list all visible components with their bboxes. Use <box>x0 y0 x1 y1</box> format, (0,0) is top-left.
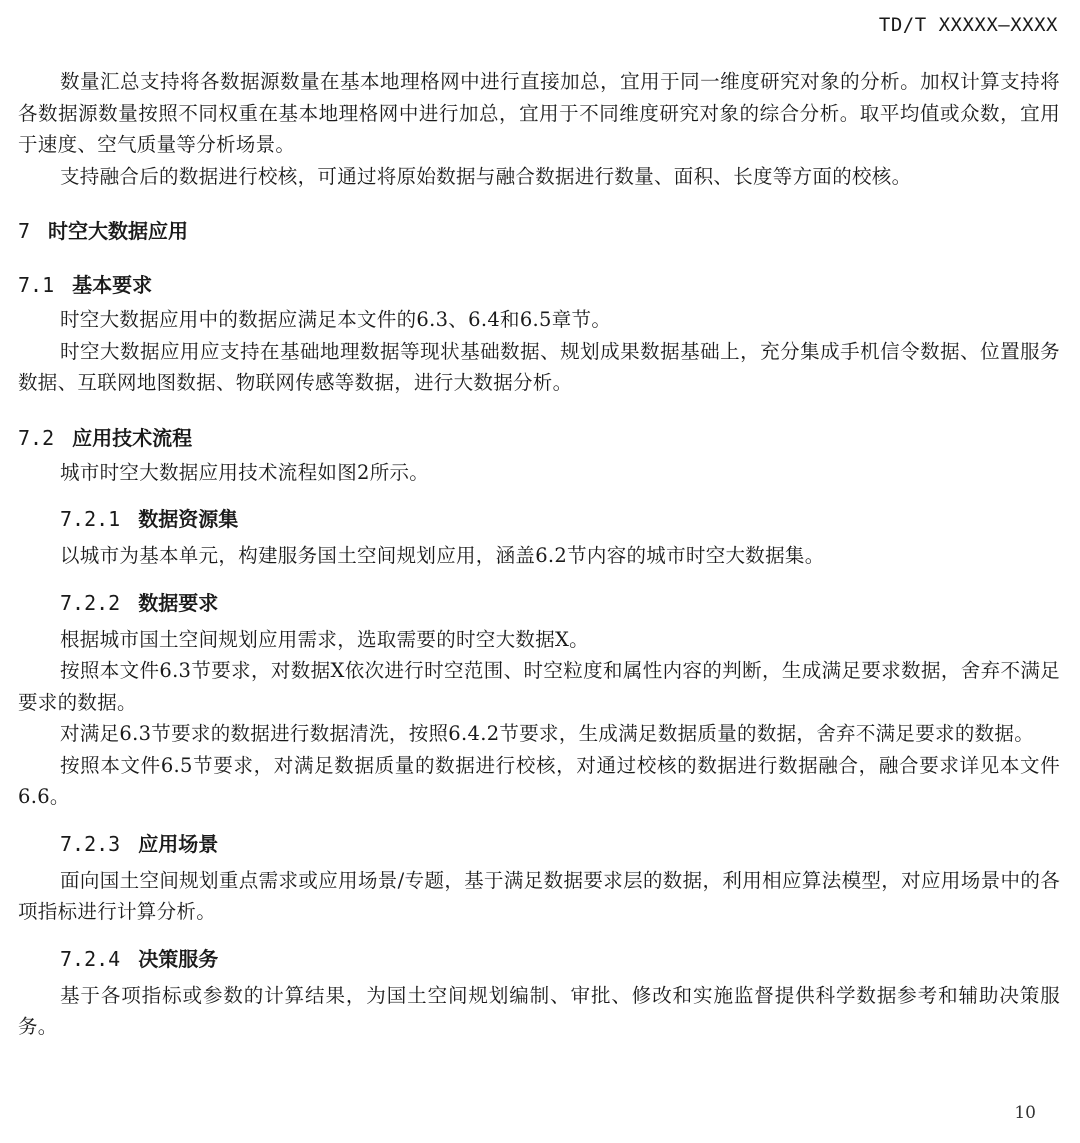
section-number: 7.2.4 <box>60 946 121 971</box>
section-heading-7-2-4 <box>60 944 1060 974</box>
paragraph-dataset: 以城市为基本单元，构建服务国土空间规划应用，涵盖6.2节内容的城市时空大数据集。 <box>60 544 825 567</box>
page-number: 10 <box>1014 1103 1036 1123</box>
document-id: TD/T XXXXX—XXXX <box>878 14 1058 36</box>
paragraph-decision-service: 基于各项指标或参数的计算结果，为国土空间规划编制、审批、修改和实施监督提供科学数据参考和辅助决策服务。 <box>18 983 1060 1038</box>
paragraph-fuse-data: 按照本文件6.5节要求，对满足数据质量的数据进行校核，对通过校核的数据进行数据融合，融合要求详见本文件6.6。 <box>18 753 1060 808</box>
paragraph-select-data: 根据城市国土空间规划应用需求，选取需要的时空大数据X。 <box>60 627 589 651</box>
paragraph-data-integration: 时空大数据应用应支持在基础地理数据等现状基础数据、规划成果数据基础上，充分集成手机信令数据、位置服务数据、互联网地图数据、物联网传感等数据，进行大数据分析。 <box>18 339 1060 394</box>
paragraph-scenarios: 面向国土空间规划重点需求或应用场景/专题，基于满足数据要求层的数据，利用相应算法模型，对应用场景中的各项指标进行计算分析。 <box>18 868 1060 923</box>
paragraph-data-requirements: 时空大数据应用中的数据应满足本文件的6.3、6.4和6.5章节。 <box>60 308 612 331</box>
section-title: 应用场景 <box>138 831 219 856</box>
section-heading-7-1 <box>18 270 1060 300</box>
section-title: 基本要求 <box>72 273 153 297</box>
paragraph-clean-data: 对满足6.3节要求的数据进行数据清洗，按照6.4.2节要求，生成满足数据质量的数据，舍弃不满足要求的数据。 <box>60 722 1035 745</box>
section-number: 7.2.2 <box>60 590 121 615</box>
section-title: 时空大数据应用 <box>48 219 189 243</box>
section-title: 数据资源集 <box>138 507 239 531</box>
section-title: 决策服务 <box>138 946 219 971</box>
section-number: 7 <box>18 219 31 243</box>
section-heading-7-2 <box>18 423 1060 453</box>
section-heading-7-2-1 <box>60 504 1060 534</box>
section-heading-7-2-3 <box>60 829 1060 859</box>
section-number: 7.1 <box>18 273 55 297</box>
paragraph-judge-data: 按照本文件6.3节要求，对数据X依次进行时空范围、时空粒度和属性内容的判断，生成满足要求数据，舍弃不满足要求的数据。 <box>18 659 1060 714</box>
section-number: 7.2 <box>18 425 55 450</box>
paragraph-verification: 支持融合后的数据进行校核，可通过将原始数据与融合数据进行数量、面积、长度等方面的校核。 <box>60 164 912 188</box>
document-body <box>18 66 1060 1043</box>
section-title: 应用技术流程 <box>72 425 193 450</box>
paragraph-process-figure: 城市时空大数据应用技术流程如图2所示。 <box>60 460 430 484</box>
section-title: 数据要求 <box>138 590 219 615</box>
section-number: 7.2.1 <box>60 507 121 531</box>
section-number: 7.2.3 <box>60 831 121 856</box>
paragraph-aggregation: 数量汇总支持将各数据源数量在基本地理格网中进行直接加总，宜用于同一维度研究对象的分析。加权计算支持将各数据源数量按照不同权重在基本地理格网中进行加总，宜用于不同维度研究对象的综合分析。取平均值或众数，宜用于速度、空气质量等分析场景。 <box>18 70 1060 156</box>
section-heading-7-2-2 <box>60 588 1060 618</box>
section-heading-7 <box>18 216 1060 246</box>
